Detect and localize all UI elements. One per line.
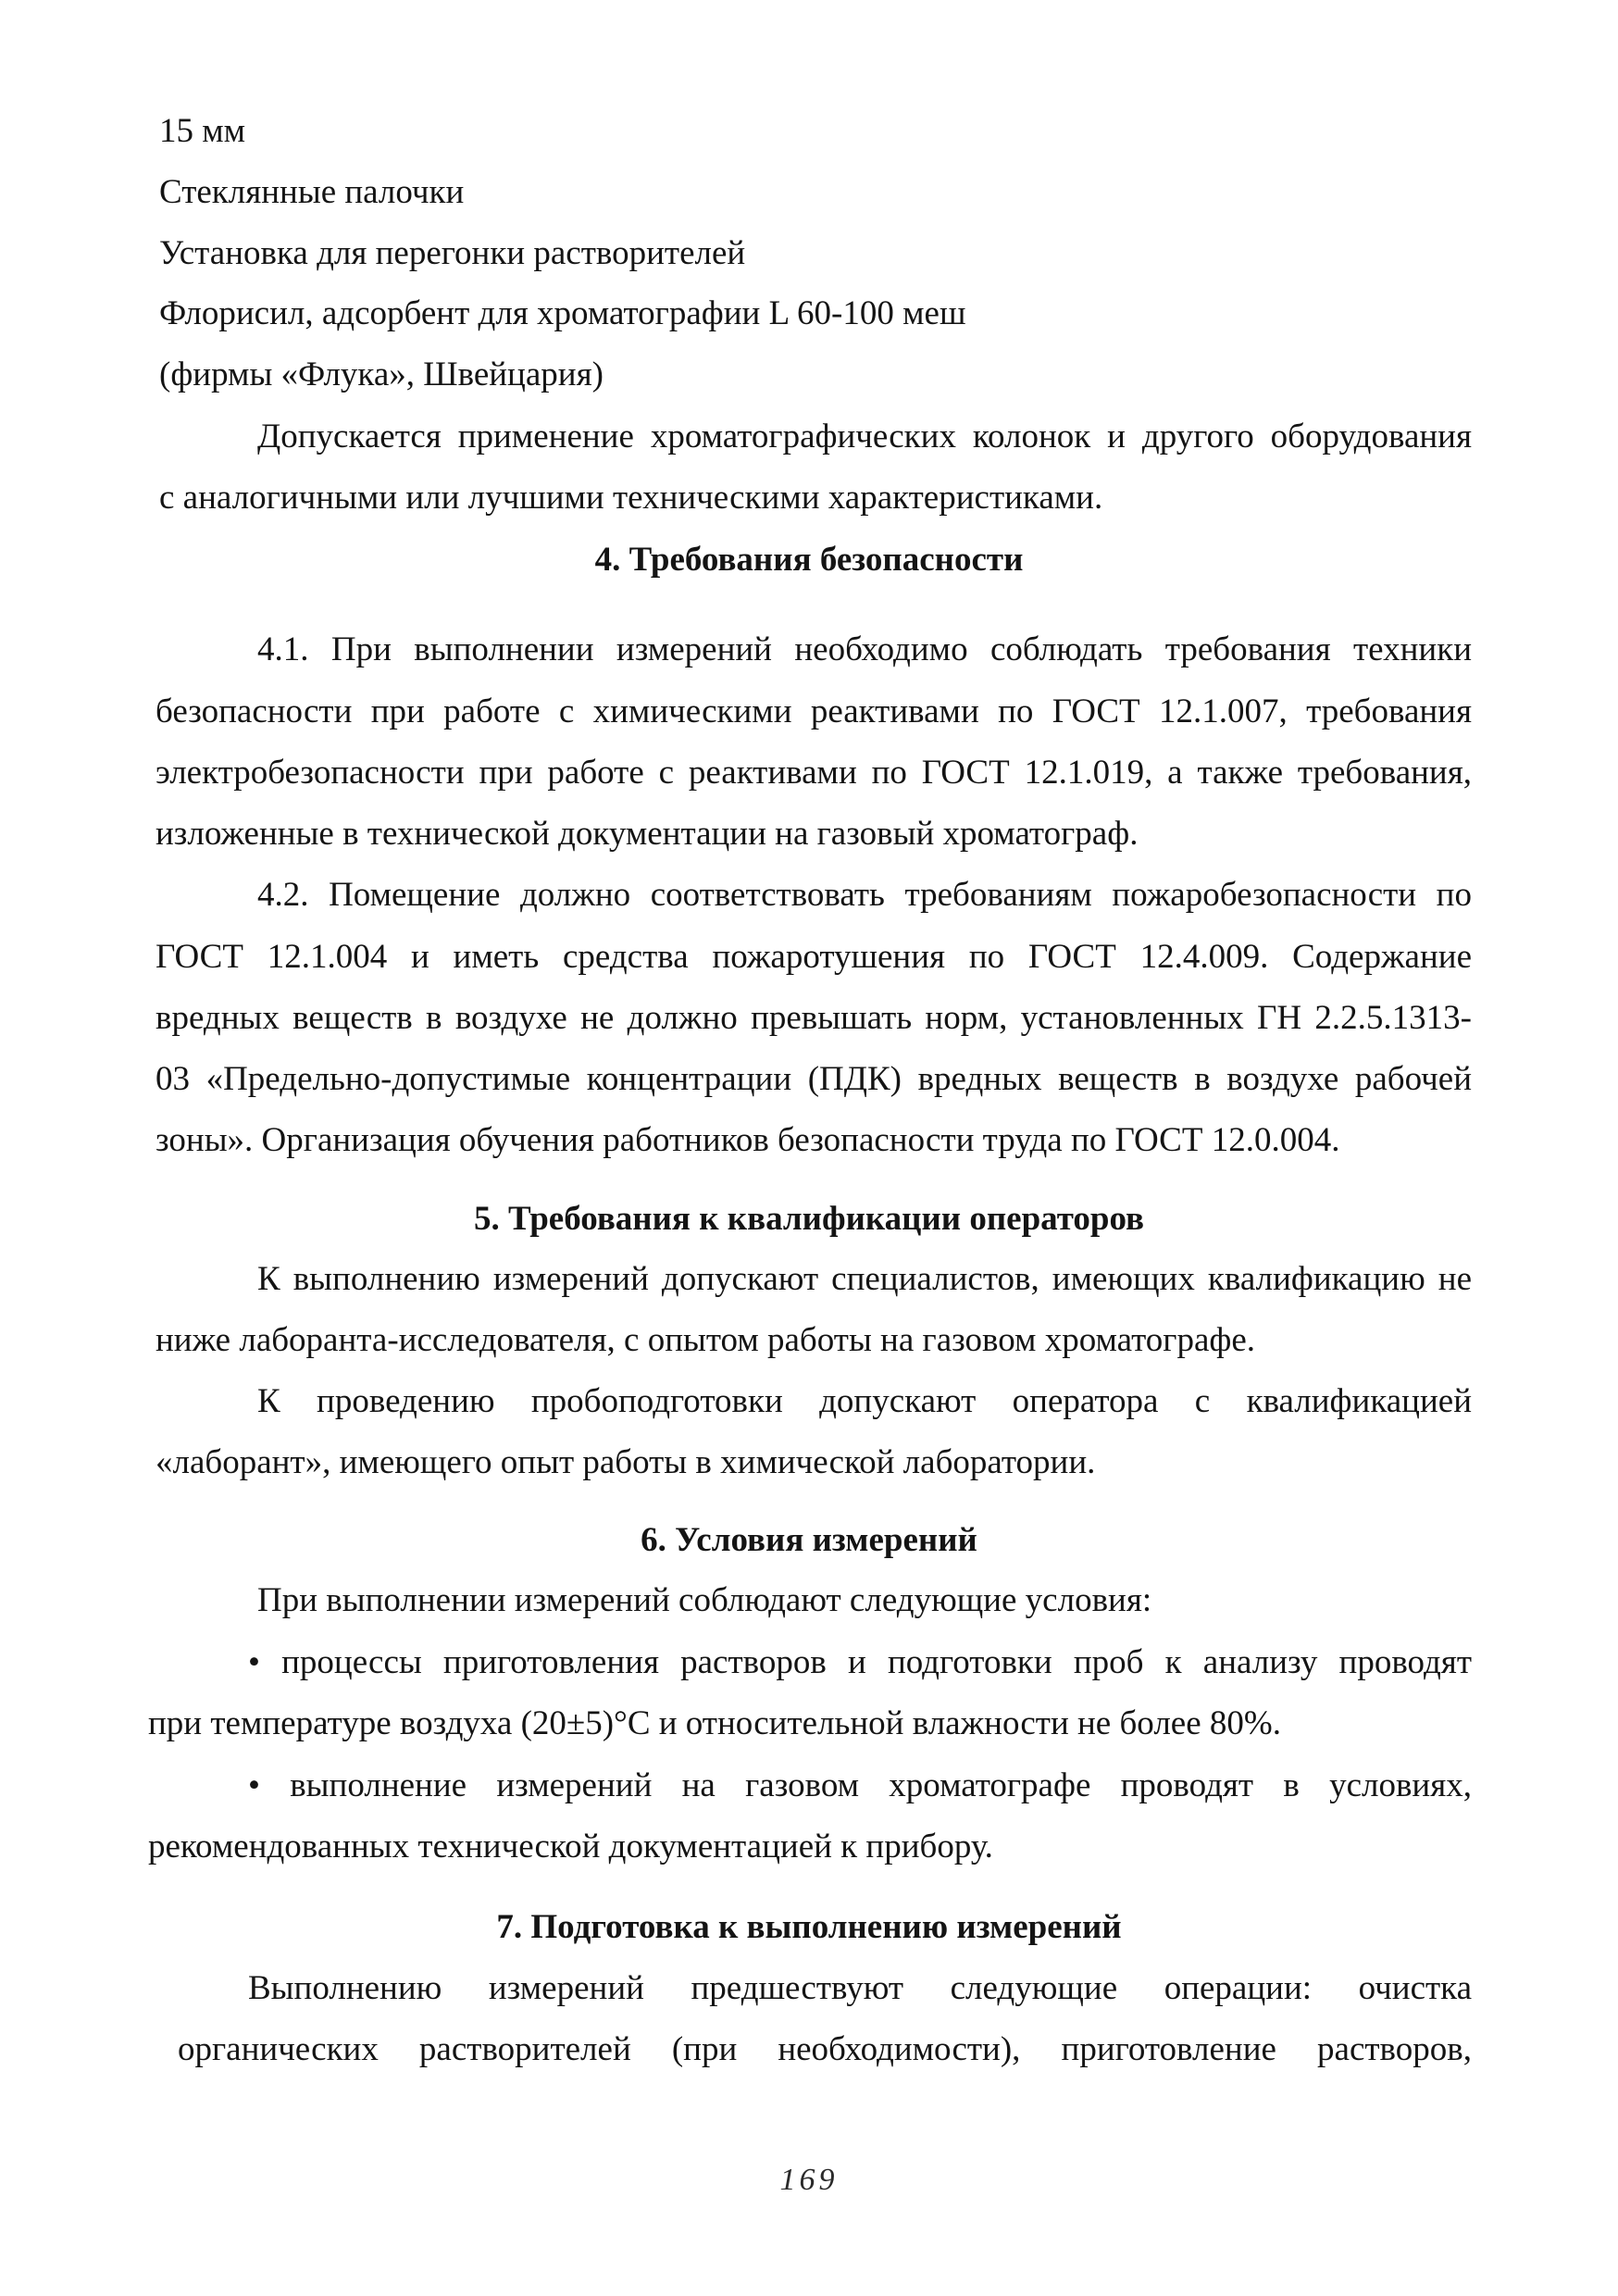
section-heading: 7. Подготовка к выполнению измерений <box>496 1908 1122 1946</box>
paragraph-line: Выполнению измерений предшествуют следующие операции: очистка <box>248 1969 1472 2007</box>
equipment-line: (фирмы «Флука», Швейцария) <box>159 356 604 393</box>
paragraph-line: К проведению пробоподготовки допускают оператора с квалификацией <box>257 1382 1472 1420</box>
page-number: 169 <box>779 2163 839 2197</box>
paragraph-line: «лаборант», имеющего опыт работы в химической лаборатории. <box>156 1443 1096 1481</box>
paragraph-line: зоны». Организация обучения работников безопасности труда по ГОСТ 12.0.004. <box>156 1121 1340 1159</box>
paragraph-line: безопасности при работе с химическими реактивами по ГОСТ 12.1.007, требования <box>156 693 1472 730</box>
equipment-line: Флорисил, адсорбент для хроматографии L 60-100 меш <box>159 294 966 332</box>
paragraph-line: вредных веществ в воздухе не должно превышать норм, установленных ГН 2.2.5.1313- <box>156 999 1472 1037</box>
section-heading: 6. Условия измерений <box>641 1521 977 1559</box>
paragraph-line: 4.2. Помещение должно соответствовать требованиям пожаробезопасности по <box>257 876 1472 914</box>
section-heading: 5. Требования к квалификации операторов <box>473 1200 1145 1238</box>
paragraph-line: 4.1. При выполнении измерений необходимо соблюдать требования техники <box>257 630 1472 668</box>
paragraph-line: К выполнению измерений допускают специалистов, имеющих квалификацию не <box>257 1260 1472 1298</box>
section-heading: 4. Требования безопасности <box>594 541 1024 579</box>
paragraph-line: при температуре воздуха (20±5)°С и относительной влажности не более 80%. <box>148 1704 1281 1742</box>
paragraph-line: 03 «Предельно-допустимые концентрации (ПДК) вредных веществ в воздухе рабочей <box>156 1060 1472 1098</box>
paragraph-line: изложенные в технической документации на газовый хроматограф. <box>156 815 1139 853</box>
paragraph-line: рекомендованных технической документацией к прибору. <box>148 1828 993 1866</box>
bullet-item: • выполнение измерений на газовом хроматографе проводят в условиях, <box>248 1766 1472 1804</box>
bullet-item: • процессы приготовления растворов и подготовки проб к анализу проводят <box>248 1643 1472 1681</box>
equipment-line: Стеклянные палочки <box>159 173 465 211</box>
paragraph-line: Допускается применение хроматографических колонок и другого оборудования <box>257 418 1472 455</box>
paragraph-line: При выполнении измерений соблюдают следующие условия: <box>257 1581 1152 1619</box>
paragraph-line: электробезопасности при работе с реактивами по ГОСТ 12.1.019, а также требования, <box>156 754 1472 792</box>
paragraph-line: органических растворителей (при необходимости), приготовление растворов, <box>178 2030 1472 2068</box>
paragraph-line: ниже лаборанта-исследователя, с опытом работы на газовом хроматографе. <box>156 1321 1256 1359</box>
equipment-line: Установка для перегонки растворителей <box>159 234 746 272</box>
paragraph-line: ГОСТ 12.1.004 и иметь средства пожаротушения по ГОСТ 12.4.009. Содержание <box>156 938 1472 976</box>
paragraph-line: с аналогичными или лучшими техническими характеристиками. <box>159 479 1103 517</box>
equipment-line: 15 мм <box>159 112 246 150</box>
